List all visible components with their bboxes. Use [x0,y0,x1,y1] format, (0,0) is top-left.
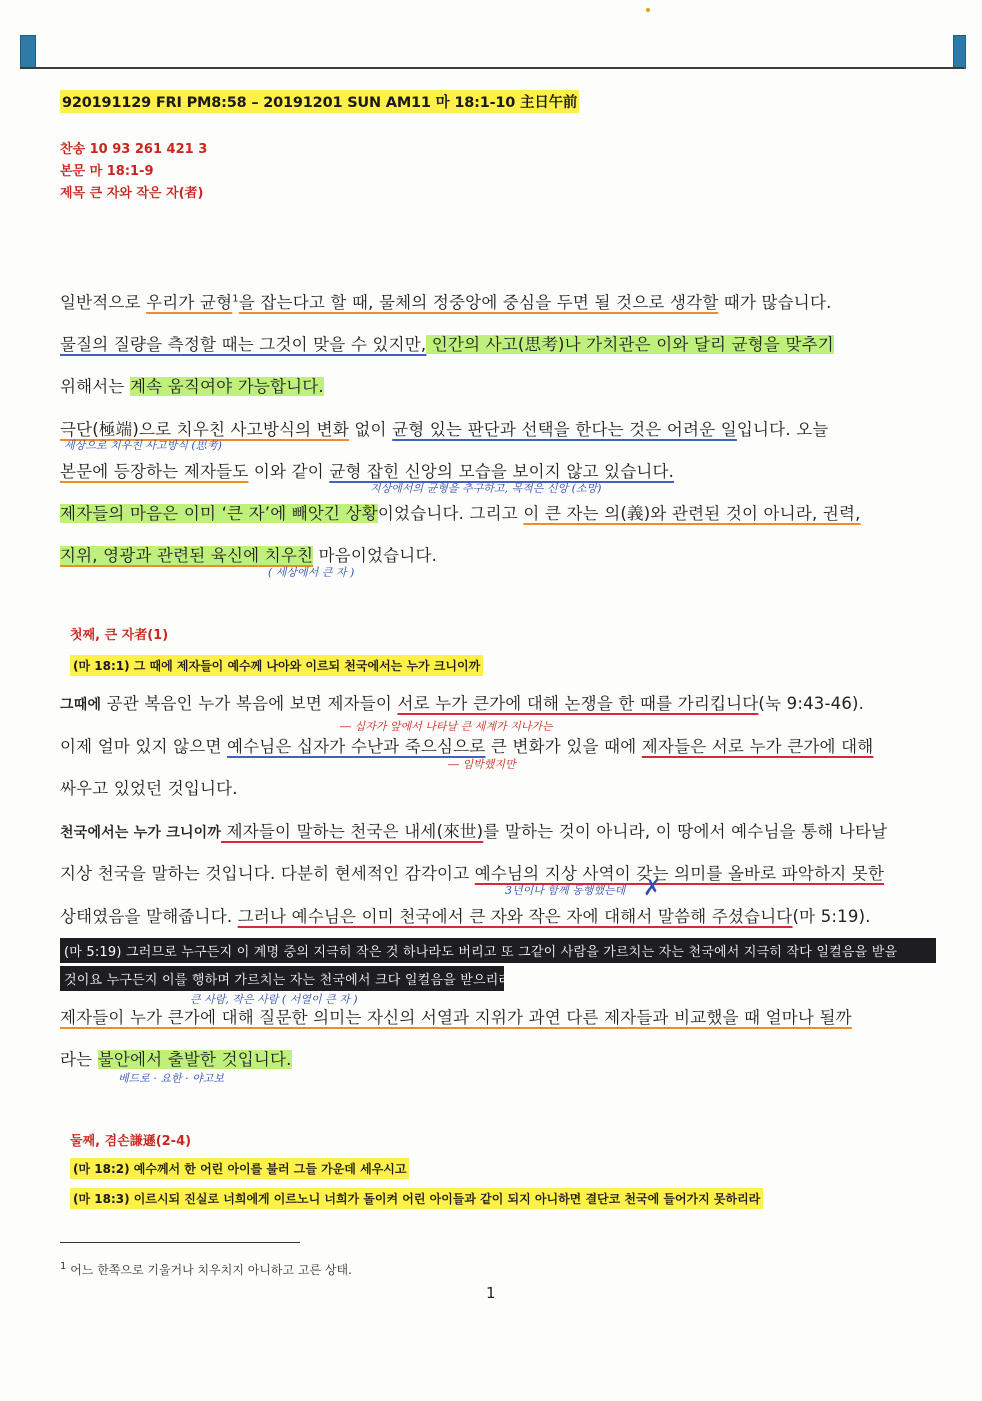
footnote: $^1$ 어느 한쪽으로 기울거나 치우치지 아니하고 고른 상태. [60,1261,352,1277]
top-rule [20,67,964,69]
intro-line-5: 본문에 등장하는 제자들도 이와 같이 균형 잡힌 신앙의 모습을 보이지 않고 있습니다. [60,462,675,481]
date-line: 920191129 FRI PM8:58 – 20191201 SUN AM11 마 18:1-10 主日午前 [60,90,579,113]
section-1-title: 첫째, 큰 자者(1) [70,628,169,643]
handwritten-note-1: 세상으로 치우친 사고방식 (思考) [64,439,222,452]
text-line: 본문 마 18:1-9 [60,164,154,179]
handwritten-note-3: ( 세상에서 큰 자 ) [268,566,355,579]
s1-p3-l1-text: 제자들이 누가 큰가에 대해 질문한 의미는 자신의 서열과 지위가 과연 다른 제자들과 비교했을 때 얼마나 될까 [60,1008,852,1027]
handwritten-note-2: 지상에서의 균형을 추구하고, 목적은 신앙 (소망) [370,482,602,495]
handwritten-note-4: ― 십자가 앞에서 나타날 큰 세계가 지나가는 [340,720,553,733]
intro-line-1 [60,289,930,313]
handwritten-note-8: 베드로 · 요한 · 야고보 [118,1072,224,1085]
verse-18-1: (마 18:1) 그 때에 제자들이 예수께 나아와 이르되 천국에서는 누가 크니이까 [70,655,483,676]
s1-p2-l3-text: 상태였음을 말해줍니다. 그러나 예수님은 이미 천국에서 큰 자와 작은 자에 대해서 말씀해 주셨습니다(마 5:19). [60,907,871,926]
s1-p1-l2-text: 이제 얼마 있지 않으면 예수님은 십자가 수난과 죽으심으로 큰 변화가 있을 때에 제자들은 서로 누가 큰가에 대해 [60,737,874,756]
s1-p2-line-3 [60,903,930,927]
s1-p1-line-1 [60,690,930,714]
verse-18-3: (마 18:3) 이르시되 진실로 너희에게 이르노니 너희가 돌이켜 어린 아이들과 같이 되지 아니하면 결단코 천국에 들어가지 못하리라 [70,1188,763,1209]
s1-p2-l1-text: 천국에서는 누가 크니이까 제자들이 말하는 천국은 내세(來世)를 말하는 것이 아니라, 이 땅에서 예수님을 통해 나타날 [60,822,888,841]
s1-p1-line-2 [60,733,930,757]
intro-l4-text: 극단(極端)으로 치우친 사고방식의 변화 없이 균형 있는 판단과 선택을 한다는 것은 어려운 일입니다. 오늘 [60,420,829,439]
s1-p1-line-3: 싸우고 있었던 것입니다. [60,779,238,798]
verse-5-19-line-1: (마 5:19) 그러므로 누구든지 이 계명 중의 지극히 작은 것 하나라도 버리고 또 그같이 사람을 가르치는 자는 천국에서 지극히 작다 일컬음을 받을 [60,938,936,963]
left-margin-bar [20,35,36,69]
verse-18-2: (마 18:2) 예수께서 한 어린 아이를 불러 그들 가운데 세우시고 [70,1158,409,1179]
sermon-title: 제목 큰 자와 작은 자(者) [60,186,204,201]
hymn-line: 찬송 10 93 261 421 3 [60,142,208,157]
handwritten-note-5: ― 임박했지만 [448,758,516,771]
intro-l2-text: 물질의 질량을 측정할 때는 그것이 맞을 수 있지만, 인간의 사고(思考)나 가치관은 이와 달리 균형을 맞추기 [60,335,834,354]
intro-l6-text: 제자들의 마음은 이미 ‘큰 자’에 빼앗긴 상황이었습니다. 그리고 이 큰 자는 의(義)와 관련된 것이 아니라, 권력, [60,504,861,523]
intro-line-7: 지위, 영광과 관련된 육신에 치우친 마음이었습니다. [60,546,438,565]
handwritten-note-6: 3년이나 함께 동행했는데 [505,884,626,897]
section-2-title: 둘째, 겸손謙遜(2-4) [70,1134,192,1149]
s1-p1-l1-text: 그때에 공관 복음인 누가 복음에 보면 제자들이 서로 누가 큰가에 대해 논쟁을 한 때를 가리킵니다(눅 9:43-46). [60,694,865,713]
s1-p2-l2-text: 지상 천국을 말하는 것입니다. 다분히 현세적인 감각이고 예수님의 지상 사역이 갖는 의미를 올바로 파악하지 못한 [60,864,885,883]
right-margin-bar [953,35,966,69]
page-number: 1 [486,1284,496,1302]
footnote-rule [60,1242,300,1243]
intro-l1-text: 일반적으로 우리가 균형$^1$을 잡는다고 할 때, 물체의 정중앙에 중심을 두면 될 것으로 생각할 때가 많습니다. [60,293,832,312]
verse-5-19-line-2: 것이요 누구든지 이를 행하며 가르치는 자는 천국에서 크다 일컬음을 받으리라 [60,966,504,991]
check-mark-icon: ✗ [643,876,662,901]
s1-p3-line-2: 라는 불안에서 출발한 것입니다. [60,1050,292,1069]
intro-line-6 [60,500,930,524]
handwritten-note-7: 큰 사람, 작은 사람 ( 서열이 큰 자 ) [190,993,358,1006]
s1-p2-line-2 [60,860,930,884]
stray-dot [646,8,650,12]
intro-line-3: 위해서는 계속 움직여야 가능합니다. [60,377,324,396]
s1-p3-line-1 [60,1004,930,1028]
s1-p2-line-1 [60,818,930,842]
intro-line-2 [60,331,930,355]
